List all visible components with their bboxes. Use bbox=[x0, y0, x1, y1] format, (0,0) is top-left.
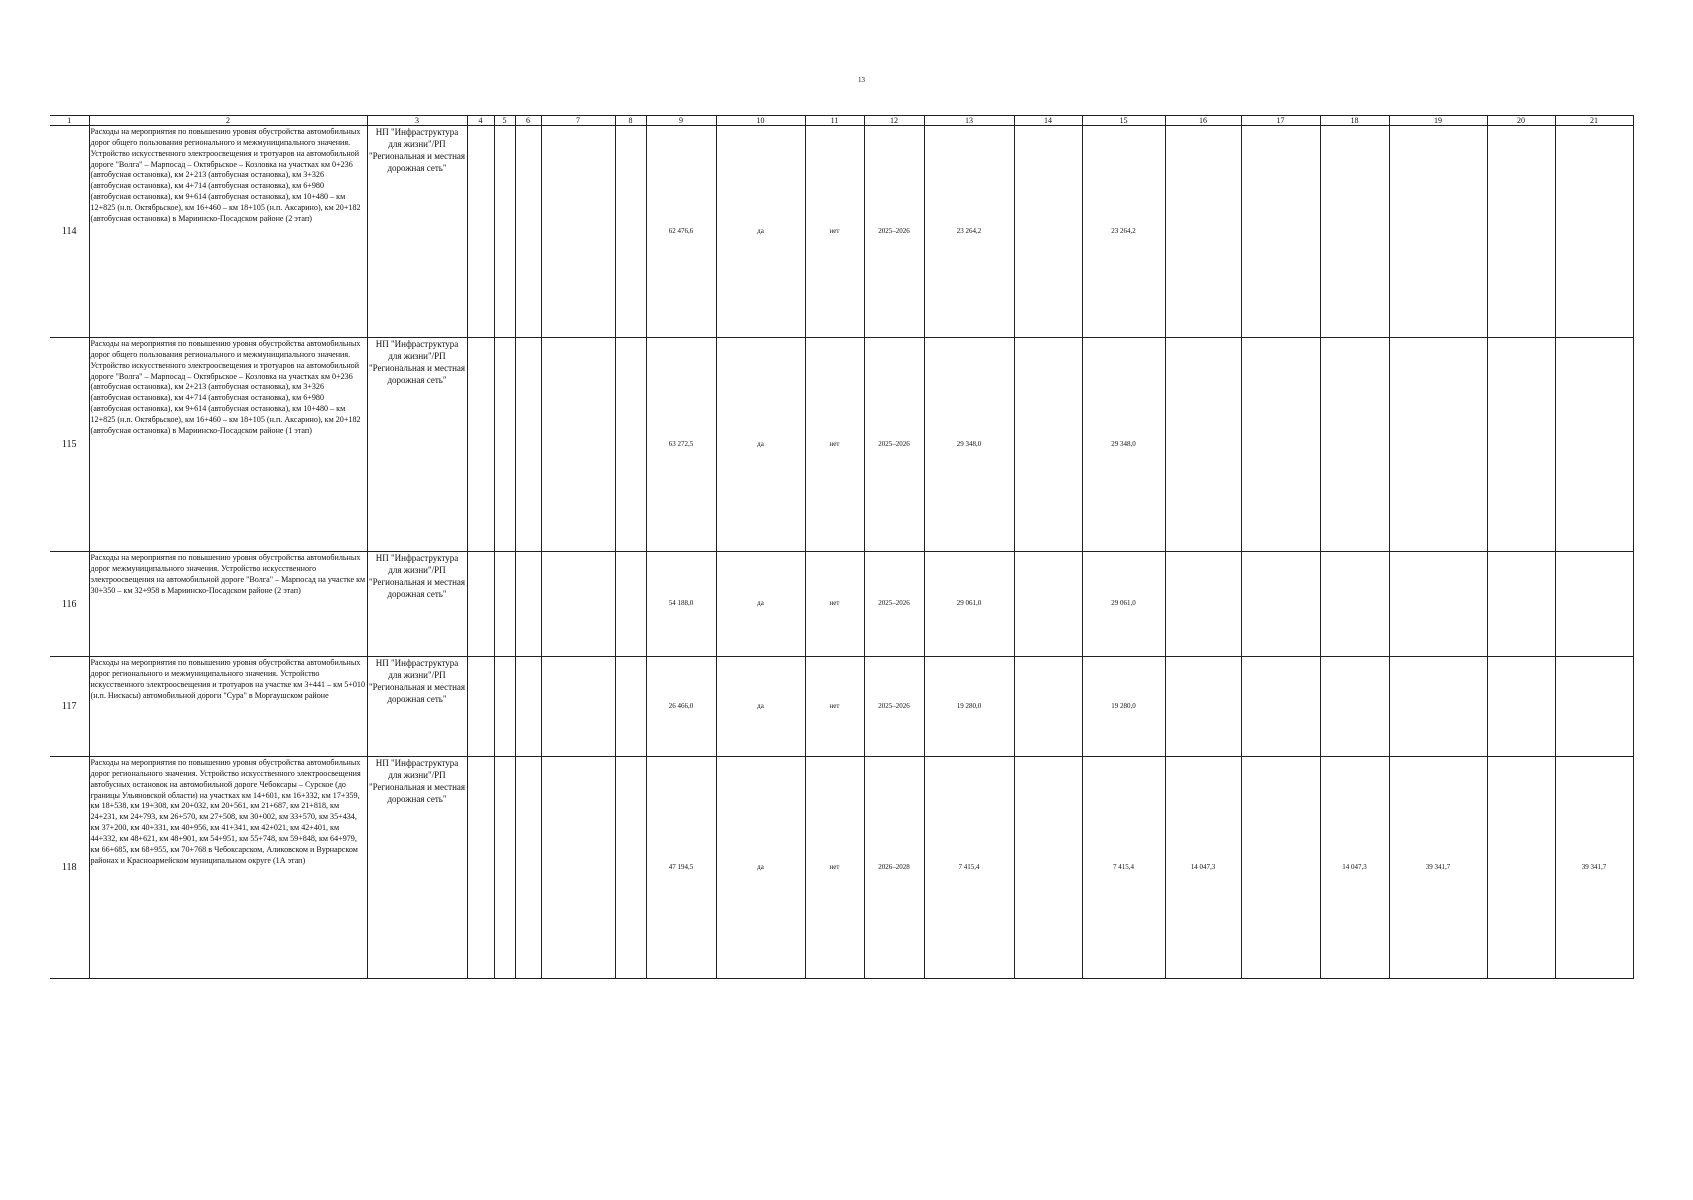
cell-col18 bbox=[1320, 338, 1389, 552]
cell-col12: 2025–2026 bbox=[864, 338, 924, 552]
column-header: 15 bbox=[1082, 116, 1165, 126]
cell-col11: нет bbox=[805, 657, 864, 757]
row-description: Расходы на мероприятия по повышению уровня обустройства автомобильных дорог регионального и межмуниципального значения. Устройство искусственного электроосвещения и тротуаров на участке км 3+441 – км 5+010 (н.п. Нискасы) автомобильной дороги "Сура" в Моргаушском районе bbox=[89, 657, 367, 757]
cell-col9: 63 272,5 bbox=[646, 338, 716, 552]
cell-col19 bbox=[1389, 552, 1487, 657]
cell-col18 bbox=[1320, 552, 1389, 657]
row-description: Расходы на мероприятия по повышению уровня обустройства автомобильных дорог регионального значения. Устройство искусственного электроосвещения автобусных остановок на автомобильной дороге Чебоксары – Сурское (до границы Ульяновской области) на участках км 14+601, км 16+332, км 17+359, км 18+538, км 19+308, км 20+032, км 20+561, км 21+687, км 21+818, км 24+231, км 24+793, км 26+570, км 27+508, км 30+002, км 33+570, км 35+434, км 37+200, км 40+331, км 40+956, км 41+341, км 42+021, км 42+401, км 44+332, км 48+621, км 48+901, км 54+951, км 55+748, км 59+848, км 64+979, км 66+685, км 68+955, км 70+768 в Чебоксарском, Аликовском и Вурнарском районах и Красноармейском муниципальном округе (1А этап) bbox=[89, 757, 367, 979]
cell-col7 bbox=[541, 338, 615, 552]
page-number: 13 bbox=[858, 76, 865, 84]
column-header: 21 bbox=[1555, 116, 1633, 126]
cell-col12: 2025–2026 bbox=[864, 126, 924, 338]
cell-col15: 29 061,0 bbox=[1082, 552, 1165, 657]
cell-col14 bbox=[1014, 552, 1082, 657]
cell-col21: 39 341,7 bbox=[1555, 757, 1633, 979]
column-header: 16 bbox=[1165, 116, 1241, 126]
row-program: НП "Инфраструктура для жизни"/РП "Региональная и местная дорожная сеть" bbox=[367, 552, 467, 657]
cell-col15: 23 264,2 bbox=[1082, 126, 1165, 338]
cell-col19: 39 341,7 bbox=[1389, 757, 1487, 979]
cell-col4 bbox=[467, 757, 494, 979]
cell-col5 bbox=[494, 657, 515, 757]
cell-col11: нет bbox=[805, 552, 864, 657]
table-row bbox=[50, 126, 1633, 338]
column-header: 12 bbox=[864, 116, 924, 126]
cell-col18 bbox=[1320, 126, 1389, 338]
cell-col20 bbox=[1487, 657, 1555, 757]
column-header: 4 bbox=[467, 116, 494, 126]
cell-col15: 7 415,4 bbox=[1082, 757, 1165, 979]
cell-col11: нет bbox=[805, 338, 864, 552]
cell-col17 bbox=[1241, 757, 1320, 979]
column-header: 2 bbox=[89, 116, 367, 126]
cell-col17 bbox=[1241, 552, 1320, 657]
column-header: 10 bbox=[716, 116, 805, 126]
cell-col4 bbox=[467, 338, 494, 552]
cell-col16 bbox=[1165, 338, 1241, 552]
cell-col4 bbox=[467, 657, 494, 757]
cell-col16 bbox=[1165, 657, 1241, 757]
row-program: НП "Инфраструктура для жизни"/РП "Региональная и местная дорожная сеть" bbox=[367, 657, 467, 757]
cell-col13: 29 061,0 bbox=[924, 552, 1014, 657]
cell-col4 bbox=[467, 126, 494, 338]
cell-col9: 62 476,6 bbox=[646, 126, 716, 338]
column-header: 11 bbox=[805, 116, 864, 126]
cell-col17 bbox=[1241, 126, 1320, 338]
row-program: НП "Инфраструктура для жизни"/РП "Региональная и местная дорожная сеть" bbox=[367, 126, 467, 338]
data-table bbox=[50, 115, 1634, 979]
row-description: Расходы на мероприятия по повышению уровня обустройства автомобильных дорог общего пользования регионального и межмуниципального значения. Устройство искусственного электроосвещения и тротуаров на автомобильной дороге "Волга" – Марпосад – Октябрьское – Козловка на участках км 0+236 (автобусная остановка), км 2+213 (автобусная остановка), км 3+326 (автобусная остановка), км 4+714 (автобусная остановка), км 6+980 (автобусная остановка), км 9+614 (автобусная остановка), км 10+480 – км 12+825 (н.п. Октябрьское), км 16+460 – км 18+105 (н.п. Аксарино), км 20+182 (автобусная остановка) в Мариинско-Посадском районе (2 этап) bbox=[89, 126, 367, 338]
cell-col14 bbox=[1014, 126, 1082, 338]
cell-col15: 29 348,0 bbox=[1082, 338, 1165, 552]
cell-col20 bbox=[1487, 126, 1555, 338]
cell-col5 bbox=[494, 338, 515, 552]
column-header: 14 bbox=[1014, 116, 1082, 126]
cell-col6 bbox=[515, 126, 541, 338]
table-row bbox=[50, 552, 1633, 657]
cell-col9: 47 194,5 bbox=[646, 757, 716, 979]
cell-col19 bbox=[1389, 657, 1487, 757]
column-header: 3 bbox=[367, 116, 467, 126]
table-row bbox=[50, 757, 1633, 979]
cell-col6 bbox=[515, 757, 541, 979]
cell-col8 bbox=[615, 338, 646, 552]
cell-col11: нет bbox=[805, 757, 864, 979]
cell-col7 bbox=[541, 552, 615, 657]
row-description: Расходы на мероприятия по повышению уровня обустройства автомобильных дорог общего пользования регионального и межмуниципального значения. Устройство искусственного электроосвещения и тротуаров на автомобильной дороге "Волга" – Марпосад – Октябрьское – Козловка на участках км 0+236 (автобусная остановка), км 2+213 (автобусная остановка), км 3+326 (автобусная остановка), км 4+714 (автобусная остановка), км 6+980 (автобусная остановка), км 9+614 (автобусная остановка), км 10+480 – км 12+825 (н.п. Октябрьское), км 16+460 – км 18+105 (н.п. Аксарино), км 20+182 (автобусная остановка) в Мариинско-Посадском районе (1 этап) bbox=[89, 338, 367, 552]
cell-col18 bbox=[1320, 657, 1389, 757]
cell-col6 bbox=[515, 552, 541, 657]
column-header: 6 bbox=[515, 116, 541, 126]
cell-col20 bbox=[1487, 338, 1555, 552]
cell-col21 bbox=[1555, 552, 1633, 657]
cell-col17 bbox=[1241, 338, 1320, 552]
cell-col18: 14 047,3 bbox=[1320, 757, 1389, 979]
cell-col9: 54 188,0 bbox=[646, 552, 716, 657]
row-program: НП "Инфраструктура для жизни"/РП "Региональная и местная дорожная сеть" bbox=[367, 338, 467, 552]
cell-col20 bbox=[1487, 552, 1555, 657]
header-row bbox=[50, 116, 1633, 126]
cell-col9: 26 466,0 bbox=[646, 657, 716, 757]
column-header: 7 bbox=[541, 116, 615, 126]
row-number: 117 bbox=[50, 657, 89, 757]
column-header: 1 bbox=[50, 116, 89, 126]
cell-col5 bbox=[494, 126, 515, 338]
cell-col5 bbox=[494, 552, 515, 657]
column-header: 13 bbox=[924, 116, 1014, 126]
column-header: 19 bbox=[1389, 116, 1487, 126]
cell-col10: да bbox=[716, 757, 805, 979]
cell-col7 bbox=[541, 657, 615, 757]
cell-col21 bbox=[1555, 126, 1633, 338]
cell-col10: да bbox=[716, 657, 805, 757]
column-header: 17 bbox=[1241, 116, 1320, 126]
cell-col7 bbox=[541, 126, 615, 338]
row-program: НП "Инфраструктура для жизни"/РП "Региональная и местная дорожная сеть" bbox=[367, 757, 467, 979]
cell-col14 bbox=[1014, 757, 1082, 979]
cell-col11: нет bbox=[805, 126, 864, 338]
cell-col12: 2026–2028 bbox=[864, 757, 924, 979]
cell-col13: 7 415,4 bbox=[924, 757, 1014, 979]
column-header: 18 bbox=[1320, 116, 1389, 126]
cell-col12: 2025–2026 bbox=[864, 552, 924, 657]
cell-col16 bbox=[1165, 126, 1241, 338]
table-row bbox=[50, 657, 1633, 757]
cell-col15: 19 280,0 bbox=[1082, 657, 1165, 757]
cell-col10: да bbox=[716, 338, 805, 552]
cell-col14 bbox=[1014, 657, 1082, 757]
cell-col7 bbox=[541, 757, 615, 979]
cell-col8 bbox=[615, 552, 646, 657]
cell-col16 bbox=[1165, 552, 1241, 657]
cell-col10: да bbox=[716, 126, 805, 338]
column-header: 20 bbox=[1487, 116, 1555, 126]
cell-col5 bbox=[494, 757, 515, 979]
row-description: Расходы на мероприятия по повышению уровня обустройства автомобильных дорог межмуниципального значения. Устройство искусственного электроосвещения на автомобильной дороге "Волга" – Марпосад на участке км 30+350 – км 32+958 в Мариинско-Посадском районе (2 этап) bbox=[89, 552, 367, 657]
cell-col21 bbox=[1555, 338, 1633, 552]
row-number: 118 bbox=[50, 757, 89, 979]
cell-col8 bbox=[615, 126, 646, 338]
cell-col6 bbox=[515, 657, 541, 757]
cell-col16: 14 047,3 bbox=[1165, 757, 1241, 979]
cell-col21 bbox=[1555, 657, 1633, 757]
row-number: 114 bbox=[50, 126, 89, 338]
cell-col19 bbox=[1389, 338, 1487, 552]
cell-col6 bbox=[515, 338, 541, 552]
table-row bbox=[50, 338, 1633, 552]
column-header: 8 bbox=[615, 116, 646, 126]
cell-col10: да bbox=[716, 552, 805, 657]
column-header: 9 bbox=[646, 116, 716, 126]
cell-col13: 23 264,2 bbox=[924, 126, 1014, 338]
cell-col12: 2025–2026 bbox=[864, 657, 924, 757]
cell-col4 bbox=[467, 552, 494, 657]
cell-col8 bbox=[615, 757, 646, 979]
cell-col19 bbox=[1389, 126, 1487, 338]
column-header: 5 bbox=[494, 116, 515, 126]
cell-col20 bbox=[1487, 757, 1555, 979]
cell-col8 bbox=[615, 657, 646, 757]
row-number: 115 bbox=[50, 338, 89, 552]
cell-col17 bbox=[1241, 657, 1320, 757]
row-number: 116 bbox=[50, 552, 89, 657]
cell-col14 bbox=[1014, 338, 1082, 552]
cell-col13: 19 280,0 bbox=[924, 657, 1014, 757]
cell-col13: 29 348,0 bbox=[924, 338, 1014, 552]
